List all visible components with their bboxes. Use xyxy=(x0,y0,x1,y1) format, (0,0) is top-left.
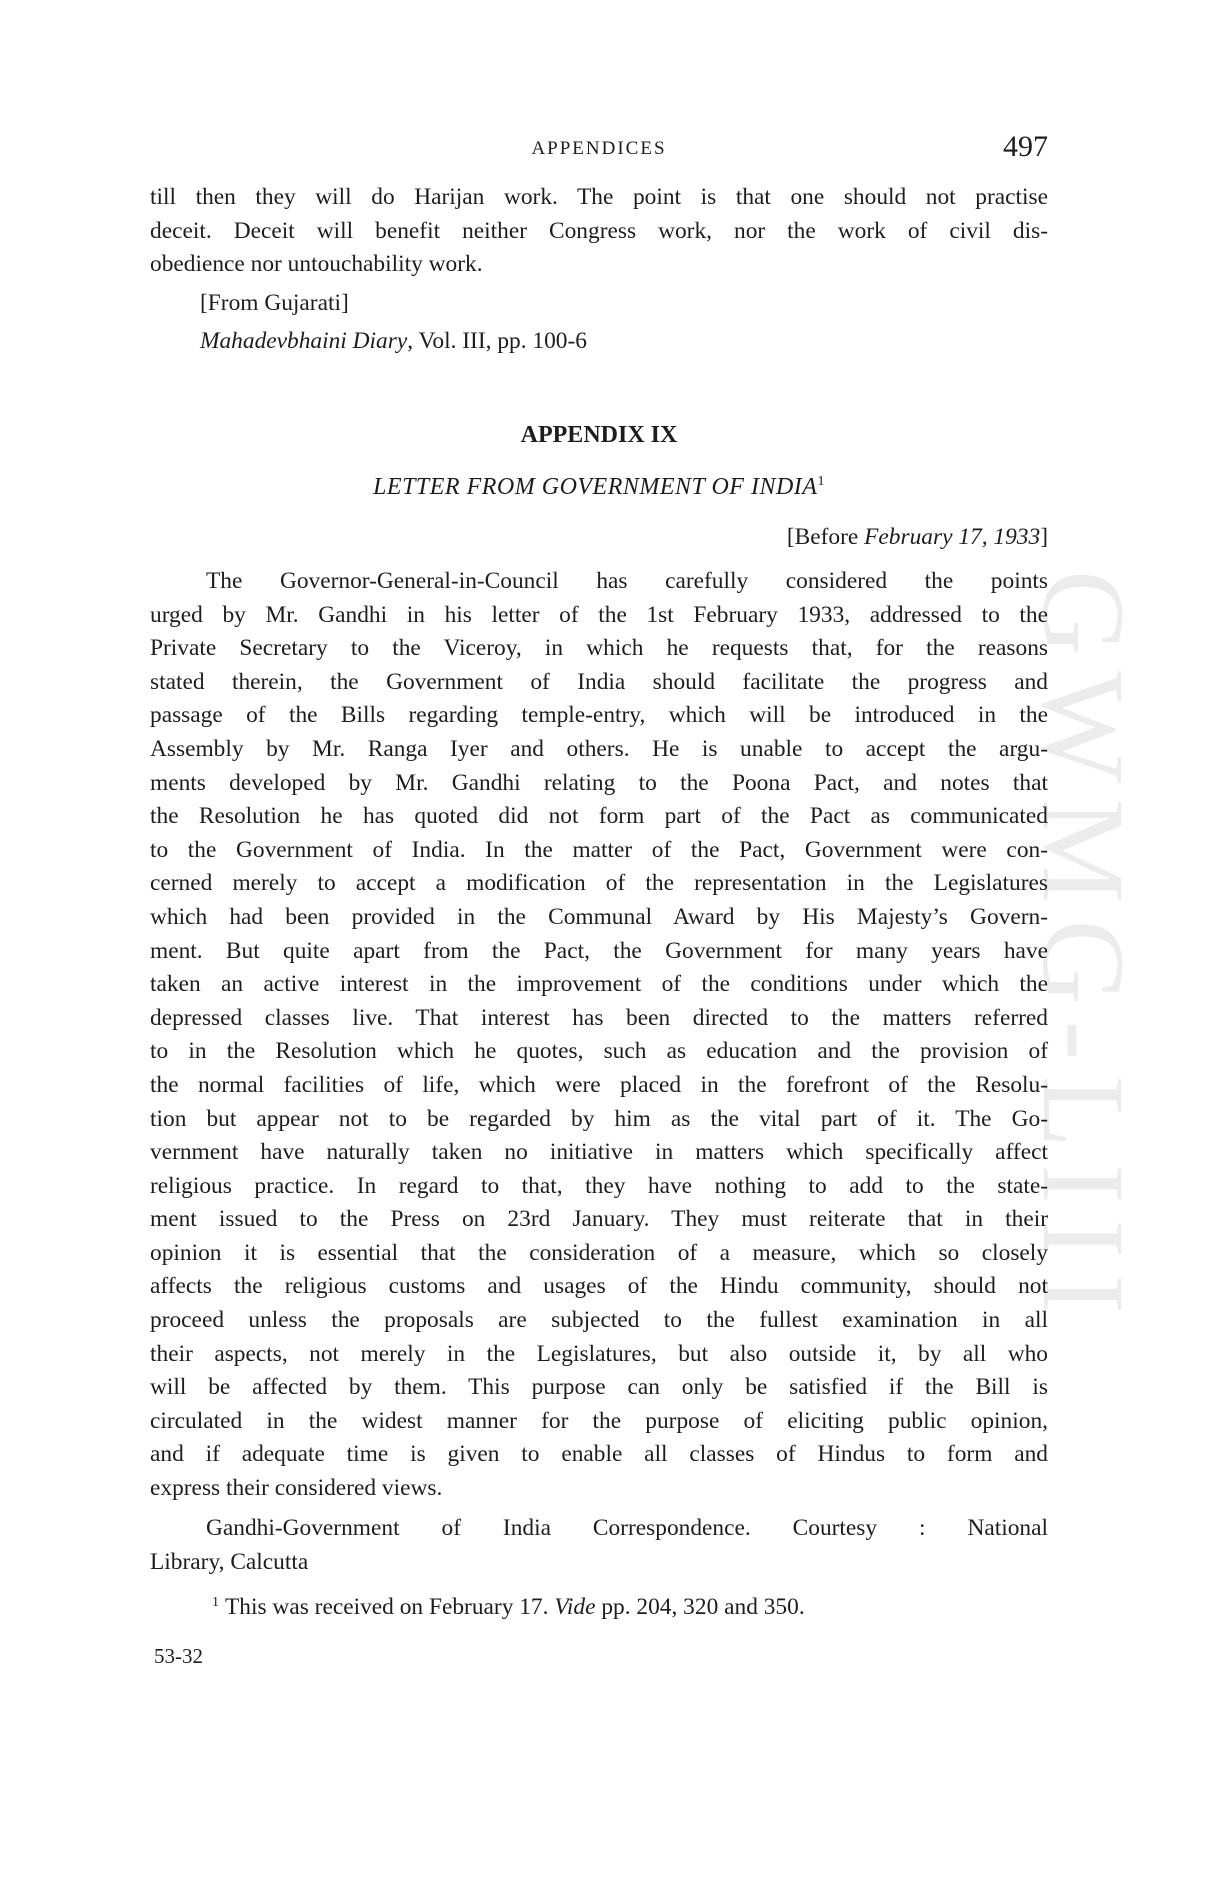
source-details: , Vol. III, pp. 100-6 xyxy=(407,328,587,354)
watermark-text: GWMG-LIII xyxy=(1018,570,1149,1330)
footnote-italic: Vide xyxy=(554,1594,596,1620)
date-italic: February 17, 1933 xyxy=(864,524,1041,550)
letter-title-text: LETTER FROM GOVERNMENT OF INDIA xyxy=(373,474,818,500)
text-line: The Governor-General-in-Council has carefully considered the points xyxy=(206,568,1048,594)
text-line: Assembly by Mr. Ranga Iyer and others. He is unable to accept the argu- xyxy=(150,735,1048,762)
text-line: and if adequate time is given to enable all classes of Hindus to form and xyxy=(150,1441,1048,1468)
text-line: till then they will do Harijan work. The point is that one should not practise xyxy=(150,184,1048,210)
text-line: passage of the Bills regarding temple-entry, which will be introduced in the xyxy=(150,702,1048,729)
continuation-paragraph xyxy=(150,181,1048,282)
source-citation xyxy=(200,328,587,355)
text-line: opinion it is essential that the consideration of a measure, which so closely xyxy=(150,1239,1048,1266)
running-header xyxy=(150,130,1048,176)
text-line: Private Secretary to the Viceroy, in which he requests that, for the reasons xyxy=(150,635,1048,662)
text-line: deceit. Deceit will benefit neither Congress work, nor the work of civil dis- xyxy=(150,217,1048,244)
text-line: circulated in the widest manner for the purpose of eliciting public opinion, xyxy=(150,1407,1048,1434)
title-footnote-marker: 1 xyxy=(817,474,825,489)
sheet-number: 53-32 xyxy=(154,1644,203,1668)
source-credit xyxy=(150,1512,1048,1579)
letter-title xyxy=(150,474,1048,501)
text-line: urged by Mr. Gandhi in his letter of the 1st February 1933, addressed to the xyxy=(150,601,1048,628)
text-line: to the Government of India. In the matter of the Pact, Government were con- xyxy=(150,836,1048,863)
letter-body-paragraph xyxy=(150,565,1048,1506)
source-language: [From Gujarati] xyxy=(200,290,349,316)
text-line: their aspects, not merely in the Legislatures, but also outside it, by all who xyxy=(150,1340,1048,1367)
text-line: tion but appear not to be regarded by him as the vital part of it. The Go- xyxy=(150,1105,1048,1132)
text-line: vernment have naturally taken no initiative in matters which specifically affect xyxy=(150,1139,1048,1166)
text-line: to in the Resolution which he quotes, such as education and the provision of xyxy=(150,1038,1048,1065)
source-work-title: Mahadevbhaini Diary xyxy=(200,328,408,354)
date-prefix: [Before xyxy=(786,524,865,550)
appendix-heading: APPENDIX IX xyxy=(520,422,678,448)
text-line: Library, Calcutta xyxy=(150,1548,309,1575)
text-line: express their considered views. xyxy=(150,1475,443,1502)
page-number: 497 xyxy=(1003,130,1048,163)
text-line: ments developed by Mr. Gandhi relating to the Poona Pact, and notes that xyxy=(150,769,1048,796)
running-title: APPENDICES xyxy=(531,138,667,159)
date-suffix: ] xyxy=(1040,524,1048,550)
text-line: religious practice. In regard to that, they have nothing to add to the state- xyxy=(150,1172,1048,1199)
text-line: depressed classes live. That interest has been directed to the matters referred xyxy=(150,1004,1048,1031)
text-line: cerned merely to accept a modification of the representation in the Legislatures xyxy=(150,870,1048,897)
footnote xyxy=(150,1594,1048,1621)
footnote-marker: 1 xyxy=(212,1595,219,1610)
date-line xyxy=(150,524,1048,551)
footnote-text-before: This was received on February 17. xyxy=(225,1594,555,1620)
text-line: obedience nor untouchability work. xyxy=(150,251,483,278)
text-line: affects the religious customs and usages of the Hindu community, should not xyxy=(150,1273,1048,1300)
text-line: ment. But quite apart from the Pact, the Government for many years have xyxy=(150,937,1048,964)
text-line: the Resolution he has quoted did not form part of the Pact as communicated xyxy=(150,803,1048,830)
text-line: proceed unless the proposals are subjected to the fullest examination in all xyxy=(150,1307,1048,1334)
text-line: which had been provided in the Communal Award by His Majesty’s Govern- xyxy=(150,903,1048,930)
text-line: Gandhi-Government of India Correspondence. Courtesy : National xyxy=(206,1515,1048,1541)
footnote-text-after: pp. 204, 320 and 350. xyxy=(595,1594,805,1620)
text-line: taken an active interest in the improvement of the conditions under which the xyxy=(150,971,1048,998)
watermark xyxy=(1018,470,1149,1430)
text-line: ment issued to the Press on 23rd January. They must reiterate that in their xyxy=(150,1206,1048,1233)
text-line: will be affected by them. This purpose can only be satisfied if the Bill is xyxy=(150,1374,1048,1401)
text-line: the normal facilities of life, which were placed in the forefront of the Resolu- xyxy=(150,1071,1048,1098)
text-line: stated therein, the Government of India should facilitate the progress and xyxy=(150,668,1048,695)
